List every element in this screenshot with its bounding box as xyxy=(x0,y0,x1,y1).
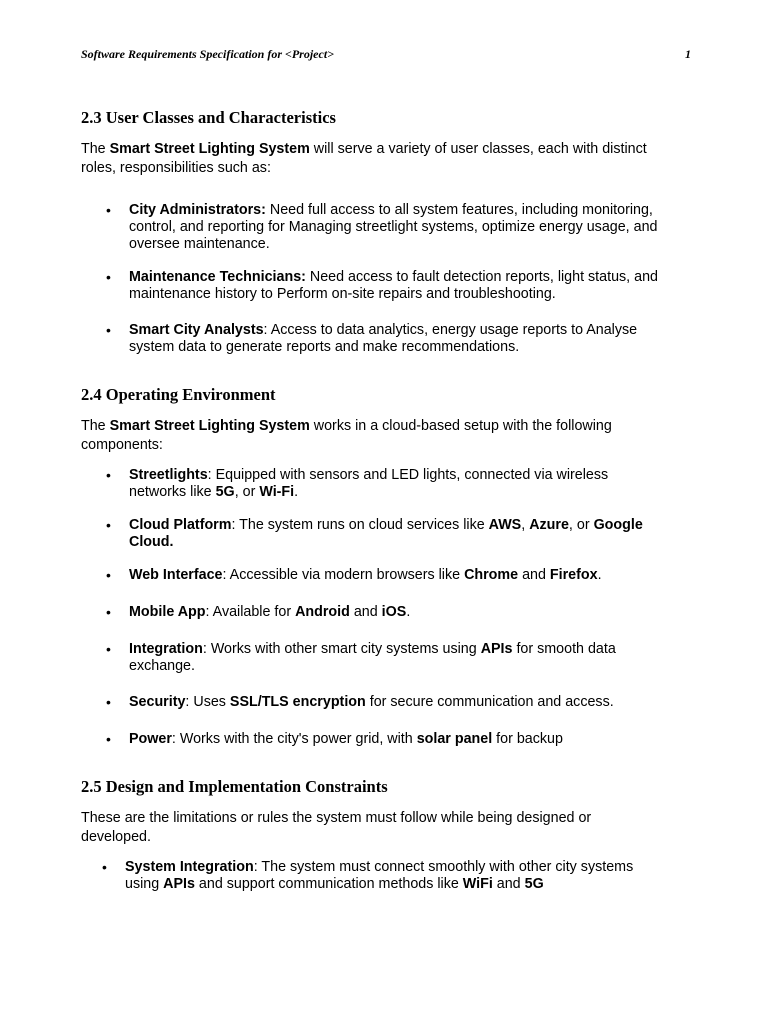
list-item-integration: Integration: Works with other smart city systems using APIs for smooth data exchange. xyxy=(129,641,616,674)
bullet-icon: • xyxy=(106,202,111,218)
page-header xyxy=(81,47,691,62)
bullet-icon: • xyxy=(106,731,111,747)
page-number: 1 xyxy=(685,47,691,61)
bullet-icon: • xyxy=(106,641,111,657)
section-2-3-intro: The Smart Street Lighting System will serve a variety of user classes, each with distinct roles, responsibilities such as: xyxy=(81,141,647,176)
section-2-5-intro: These are the limitations or rules the system must follow while being designed or developed. xyxy=(81,810,592,845)
list-item-security: Security: Uses SSL/TLS encryption for secure communication and access. xyxy=(129,694,614,710)
bullet-icon: • xyxy=(106,567,111,583)
section-heading-2-3: 2.3 User Classes and Characteristics xyxy=(81,108,336,127)
bullet-icon: • xyxy=(106,517,111,533)
list-item-system-integration: System Integration: The system must connect smoothly with other city systems using APIs and support communication methods like WiFi and 5G xyxy=(125,859,634,892)
list-item-cloud-platform: Cloud Platform: The system runs on cloud services like AWS, Azure, or Google Cloud. xyxy=(129,517,643,550)
bullet-icon: • xyxy=(106,467,111,483)
list-item-city-administrators: City Administrators: Need full access to all system features, including monitoring, control, and reporting for Managing streetlight systems, optimize energy usage, and oversee maintenance. xyxy=(129,202,658,252)
bullet-icon: • xyxy=(106,322,111,338)
bullet-icon: • xyxy=(106,694,111,710)
bullet-icon: • xyxy=(102,859,107,875)
section-heading-2-5: 2.5 Design and Implementation Constraints xyxy=(81,777,388,796)
bullet-icon: • xyxy=(106,604,111,620)
list-item-web-interface: Web Interface: Accessible via modern browsers like Chrome and Firefox. xyxy=(129,567,602,583)
list-item-smart-city-analysts: Smart City Analysts: Access to data analytics, energy usage reports to Analyse system data to generate reports and make recommendations. xyxy=(129,322,638,355)
list-item-maintenance-technicians: Maintenance Technicians: Need access to fault detection reports, light status, and maintenance history to Perform on-site repairs and troubleshooting. xyxy=(129,269,658,302)
list-item-power: Power: Works with the city's power grid, with solar panel for backup xyxy=(129,731,563,747)
bullet-icon: • xyxy=(106,269,111,285)
section-heading-2-4: 2.4 Operating Environment xyxy=(81,385,276,404)
section-2-4-intro: The Smart Street Lighting System works in a cloud-based setup with the following components: xyxy=(81,418,612,453)
header-title: Software Requirements Specification for <Project> xyxy=(81,47,334,61)
list-item-streetlights: Streetlights: Equipped with sensors and LED lights, connected via wireless networks like 5G, or Wi-Fi. xyxy=(129,467,609,500)
list-item-mobile-app: Mobile App: Available for Android and iOS. xyxy=(129,604,411,620)
